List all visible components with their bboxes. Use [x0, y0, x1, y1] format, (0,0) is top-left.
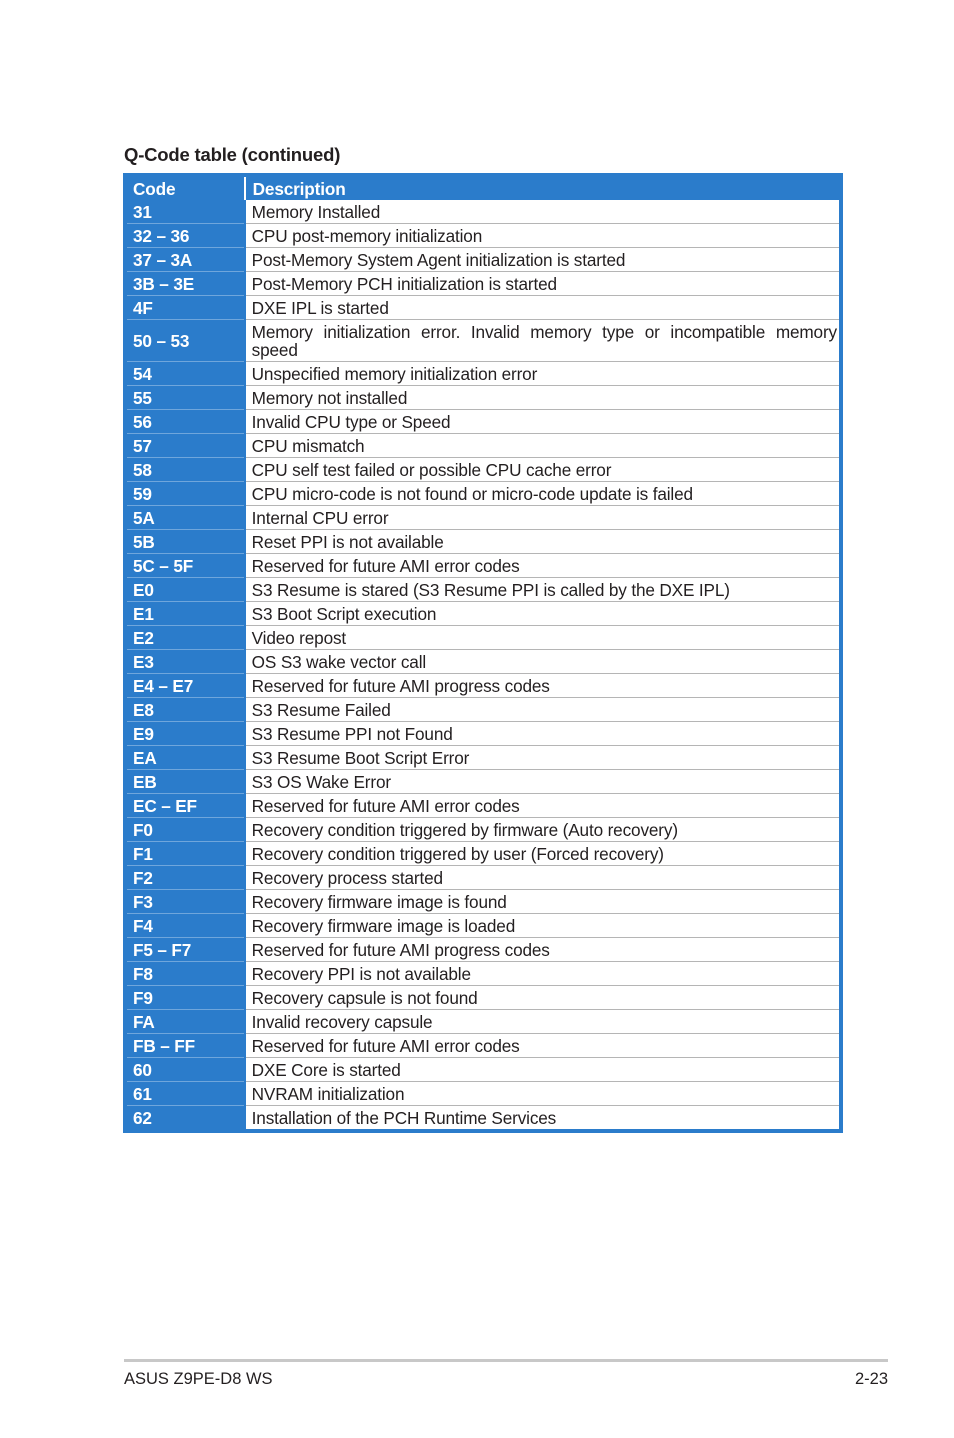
- description-cell: Recovery firmware image is loaded: [245, 914, 841, 938]
- table-row: [125, 386, 841, 410]
- qcode-cell: FA: [125, 1010, 245, 1034]
- qcode-cell: F1: [125, 842, 245, 866]
- table-row: [125, 362, 841, 386]
- qcode-cell: 60: [125, 1058, 245, 1082]
- table-header-row: [125, 175, 841, 200]
- column-header-description: Description: [245, 175, 841, 200]
- description-cell: Reserved for future AMI progress codes: [245, 938, 841, 962]
- description-cell: CPU mismatch: [245, 434, 841, 458]
- qcode-cell: EA: [125, 746, 245, 770]
- table-body: [125, 200, 841, 1131]
- table-row: [125, 434, 841, 458]
- footer-page-number: 2-23: [854, 1370, 888, 1388]
- description-cell: Recovery firmware image is found: [245, 890, 841, 914]
- qcode-cell: 4F: [125, 296, 245, 320]
- table-row: [125, 914, 841, 938]
- table-row: [125, 890, 841, 914]
- description-cell: S3 Resume Failed: [245, 698, 841, 722]
- table-row: [125, 602, 841, 626]
- description-cell: Reset PPI is not available: [245, 530, 841, 554]
- table-row: [125, 722, 841, 746]
- table-row: [125, 224, 841, 248]
- qcode-cell: 57: [125, 434, 245, 458]
- qcode-cell: 54: [125, 362, 245, 386]
- table-row: [125, 794, 841, 818]
- description-cell: Memory not installed: [245, 386, 841, 410]
- description-cell: Invalid recovery capsule: [245, 1010, 841, 1034]
- table-row: [125, 1058, 841, 1082]
- description-cell: NVRAM initialization: [245, 1082, 841, 1106]
- description-cell: Recovery process started: [245, 866, 841, 890]
- description-cell: Recovery capsule is not found: [245, 986, 841, 1010]
- qcode-cell: F8: [125, 962, 245, 986]
- description-cell: Post-Memory System Agent initialization is started: [245, 248, 841, 272]
- qcode-cell: E3: [125, 650, 245, 674]
- qcode-cell: 50 – 53: [125, 320, 245, 362]
- qcode-cell: 55: [125, 386, 245, 410]
- qcode-cell: 5C – 5F: [125, 554, 245, 578]
- qcode-cell: F5 – F7: [125, 938, 245, 962]
- description-cell: CPU post-memory initialization: [245, 224, 841, 248]
- description-cell: S3 OS Wake Error: [245, 770, 841, 794]
- table-row: [125, 272, 841, 296]
- description-cell: CPU self test failed or possible CPU cache error: [245, 458, 841, 482]
- qcode-cell: 31: [125, 200, 245, 224]
- description-cell: Installation of the PCH Runtime Services: [245, 1106, 841, 1132]
- table-row: [125, 698, 841, 722]
- qcode-cell: E4 – E7: [125, 674, 245, 698]
- table-row: [125, 818, 841, 842]
- qcode-cell: 5B: [125, 530, 245, 554]
- description-cell: Recovery PPI is not available: [245, 962, 841, 986]
- table-row: [125, 458, 841, 482]
- table-row: [125, 962, 841, 986]
- table-row: [125, 938, 841, 962]
- table-row: [125, 626, 841, 650]
- description-cell: Reserved for future AMI error codes: [245, 554, 841, 578]
- description-cell: Reserved for future AMI error codes: [245, 1034, 841, 1058]
- qcode-cell: EB: [125, 770, 245, 794]
- description-cell: DXE IPL is started: [245, 296, 841, 320]
- table-row: [125, 650, 841, 674]
- column-header-code: Code: [125, 175, 245, 200]
- description-cell: Reserved for future AMI progress codes: [245, 674, 841, 698]
- table-row: [125, 674, 841, 698]
- footer-divider: [124, 1359, 888, 1362]
- table-row: [125, 296, 841, 320]
- qcode-cell: 56: [125, 410, 245, 434]
- description-cell: S3 Resume PPI not Found: [245, 722, 841, 746]
- description-cell: Unspecified memory initialization error: [245, 362, 841, 386]
- qcode-cell: F3: [125, 890, 245, 914]
- description-cell: CPU micro-code is not found or micro-code update is failed: [245, 482, 841, 506]
- qcode-cell: 37 – 3A: [125, 248, 245, 272]
- table-row: [125, 986, 841, 1010]
- table-row: [125, 842, 841, 866]
- table-row: [125, 770, 841, 794]
- table-row: [125, 746, 841, 770]
- table-row: [125, 554, 841, 578]
- table-row: [125, 506, 841, 530]
- qcode-cell: F4: [125, 914, 245, 938]
- description-cell: OS S3 wake vector call: [245, 650, 841, 674]
- qcode-cell: E2: [125, 626, 245, 650]
- table-row: [125, 1106, 841, 1132]
- qcode-cell: 61: [125, 1082, 245, 1106]
- description-cell: S3 Resume Boot Script Error: [245, 746, 841, 770]
- qcode-cell: E8: [125, 698, 245, 722]
- description-cell: Video repost: [245, 626, 841, 650]
- description-cell: Recovery condition triggered by firmware (Auto recovery): [245, 818, 841, 842]
- footer-product-name: ASUS Z9PE-D8 WS: [124, 1370, 273, 1388]
- table-row: [125, 1010, 841, 1034]
- qcode-cell: 3B – 3E: [125, 272, 245, 296]
- qcode-cell: FB – FF: [125, 1034, 245, 1058]
- qcode-cell: 58: [125, 458, 245, 482]
- description-cell: Memory Installed: [245, 200, 841, 224]
- description-cell: Invalid CPU type or Speed: [245, 410, 841, 434]
- page-title: Q-Code table (continued): [124, 144, 341, 165]
- description-cell: S3 Boot Script execution: [245, 602, 841, 626]
- qcode-cell: 59: [125, 482, 245, 506]
- description-cell: Post-Memory PCH initialization is started: [245, 272, 841, 296]
- description-cell: DXE Core is started: [245, 1058, 841, 1082]
- description-cell: Recovery condition triggered by user (Forced recovery): [245, 842, 841, 866]
- table-row: [125, 320, 841, 362]
- qcode-table: [123, 173, 843, 1133]
- description-cell: S3 Resume is stared (S3 Resume PPI is called by the DXE IPL): [245, 578, 841, 602]
- qcode-cell: 62: [125, 1106, 245, 1132]
- qcode-cell: E1: [125, 602, 245, 626]
- qcode-cell: F0: [125, 818, 245, 842]
- description-cell: Memory initialization error. Invalid memory type or incompatible memory speed: [245, 320, 841, 362]
- table-row: [125, 866, 841, 890]
- qcode-cell: EC – EF: [125, 794, 245, 818]
- description-cell: Reserved for future AMI error codes: [245, 794, 841, 818]
- table-row: [125, 578, 841, 602]
- table-row: [125, 1082, 841, 1106]
- qcode-cell: 5A: [125, 506, 245, 530]
- table-row: [125, 410, 841, 434]
- qcode-cell: 32 – 36: [125, 224, 245, 248]
- table-row: [125, 482, 841, 506]
- table-row: [125, 200, 841, 224]
- table-row: [125, 248, 841, 272]
- qcode-cell: E0: [125, 578, 245, 602]
- table-row: [125, 530, 841, 554]
- qcode-cell: F2: [125, 866, 245, 890]
- qcode-cell: F9: [125, 986, 245, 1010]
- description-cell: Internal CPU error: [245, 506, 841, 530]
- table-row: [125, 1034, 841, 1058]
- qcode-cell: E9: [125, 722, 245, 746]
